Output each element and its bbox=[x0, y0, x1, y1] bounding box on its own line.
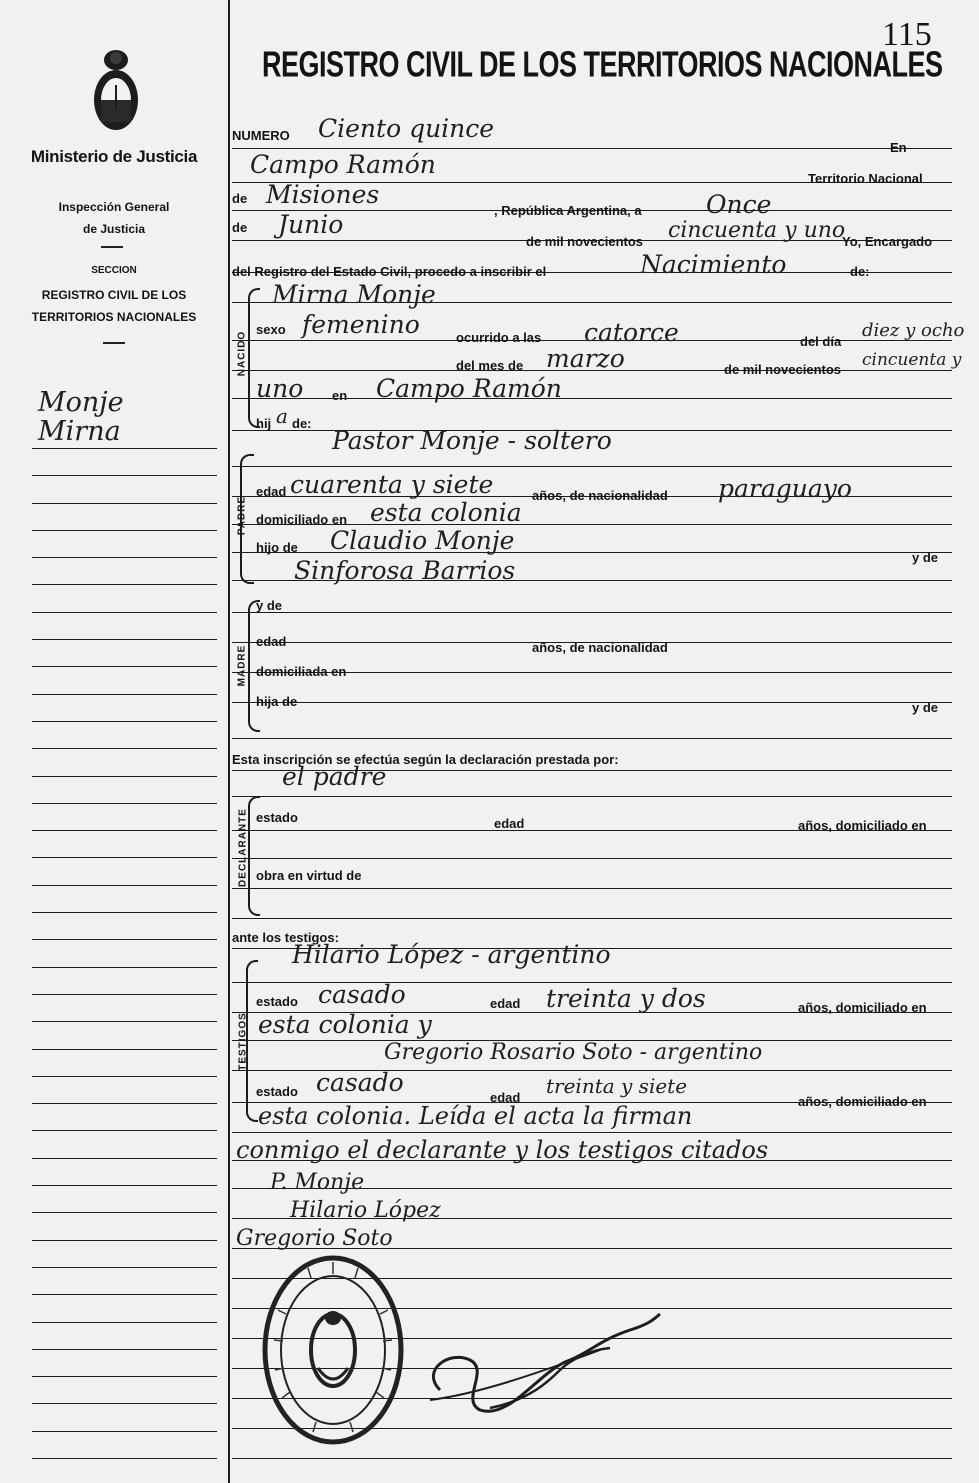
inscripcion-label: Esta inscripción se efectúa según la declaración prestada por: bbox=[232, 752, 619, 767]
inspection-label-1: Inspección General bbox=[58, 200, 170, 214]
coat-of-arms-emblem bbox=[86, 40, 146, 135]
testigos-side-label: TESTIGOS bbox=[237, 1012, 249, 1071]
en-small-label: en bbox=[332, 388, 348, 403]
obra-label: obra en virtud de bbox=[256, 868, 362, 883]
ruled-line bbox=[232, 888, 952, 889]
hija-de-label: hija de bbox=[256, 694, 298, 709]
anos-dom-label: años, domiciliado en bbox=[798, 818, 927, 833]
del-mes-label: del mes de bbox=[456, 358, 524, 373]
divider bbox=[103, 342, 125, 344]
ocurrido-label: ocurrido a las bbox=[456, 330, 542, 345]
sexo-label: sexo bbox=[256, 322, 286, 337]
ruled-line bbox=[232, 148, 952, 149]
edad-small-label: edad bbox=[494, 816, 525, 831]
estado-label-t2: estado bbox=[256, 1084, 298, 1099]
anos-nac-label-madre: años, de nacionalidad bbox=[532, 640, 668, 655]
ruled-line bbox=[32, 776, 217, 777]
anos-dom-label-t1: años, domiciliado en bbox=[798, 1000, 927, 1015]
padre-nacionalidad-value: paraguayo bbox=[718, 474, 852, 503]
territorio-value: Misiones bbox=[266, 180, 380, 209]
del-dia-label: del día bbox=[800, 334, 842, 349]
registry-label-2: TERRITORIOS NACIONALES bbox=[31, 310, 197, 324]
ruled-line bbox=[32, 1458, 217, 1459]
estado-label: estado bbox=[256, 810, 298, 825]
declarante-side-label: DECLARANTE bbox=[237, 808, 249, 887]
ruled-line bbox=[32, 748, 217, 749]
ruled-line bbox=[32, 830, 217, 831]
y-de-label: y de bbox=[912, 550, 939, 565]
ruled-line bbox=[32, 612, 217, 613]
ruled-line bbox=[232, 466, 952, 467]
form-title: REGISTRO CIVIL DE LOS TERRITORIOS NACIONALES bbox=[262, 44, 943, 85]
ruled-line bbox=[32, 530, 217, 531]
official-stamp bbox=[258, 1250, 408, 1450]
ruled-line bbox=[32, 475, 217, 476]
registry-label-1: REGISTRO CIVIL DE LOS bbox=[41, 288, 187, 302]
registrar-signature bbox=[400, 1300, 670, 1430]
de-mil-label: de mil novecientos bbox=[526, 234, 644, 249]
de-colon-label: de: bbox=[850, 264, 870, 279]
ruled-line bbox=[32, 1403, 217, 1404]
ruled-line bbox=[32, 584, 217, 585]
ruled-line bbox=[32, 557, 217, 558]
abuelo-value: Claudio Monje bbox=[330, 526, 515, 555]
edad-label-madre: edad bbox=[256, 634, 287, 649]
signature-padre: P. Monje bbox=[270, 1170, 365, 1195]
ruled-line bbox=[32, 503, 217, 504]
acto-value: Nacimiento bbox=[640, 250, 787, 279]
ruled-line bbox=[32, 1431, 217, 1432]
inspection-label-2: de Justicia bbox=[82, 222, 146, 236]
ruled-line bbox=[32, 448, 217, 449]
nombre-value: Mirna Monje bbox=[272, 280, 436, 309]
padre-value: Pastor Monje - soltero bbox=[332, 426, 612, 455]
y-de-label-madre-2: y de bbox=[912, 700, 939, 715]
sidebar-surname: Monje bbox=[38, 387, 124, 418]
madre-side-label: MADRE bbox=[236, 644, 248, 687]
ruled-line bbox=[32, 1158, 217, 1159]
sidebar-firstname: Mirna bbox=[38, 416, 121, 447]
edad-label-t1: edad bbox=[490, 996, 521, 1011]
testigo1-domicilio-value: esta colonia y bbox=[258, 1010, 432, 1039]
de-colon-label-2: de: bbox=[292, 416, 312, 431]
anio-nac-value: cincuenta y bbox=[862, 350, 962, 370]
testigo1-value: Hilario López - argentino bbox=[292, 940, 611, 969]
republica-label: , República Argentina, a bbox=[494, 203, 642, 218]
ruled-line bbox=[32, 1240, 217, 1241]
numero-label: NUMERO bbox=[232, 128, 290, 143]
anio-nac-value-2: uno bbox=[256, 374, 304, 403]
domiciliada-label: domiciliada en bbox=[256, 664, 347, 679]
anos-dom-label-t2: años, domiciliado en bbox=[798, 1094, 927, 1109]
hora-value: catorce bbox=[584, 318, 679, 347]
ruled-line bbox=[32, 1021, 217, 1022]
ruled-line bbox=[32, 939, 217, 940]
closing-line-2: conmigo el declarante y los testigos citados bbox=[236, 1136, 769, 1164]
closing-line-1: esta colonia. Leída el acta la firman bbox=[258, 1102, 693, 1130]
signature-testigo1: Hilario López bbox=[290, 1198, 441, 1223]
padre-side-label: PADRE bbox=[236, 495, 248, 536]
testigo2-value: Gregorio Rosario Soto - argentino bbox=[384, 1040, 763, 1065]
ruled-line bbox=[232, 918, 952, 919]
ruled-line bbox=[32, 1185, 217, 1186]
testigo1-estado-value: casado bbox=[318, 980, 406, 1009]
de-mil-nov-label: de mil novecientos bbox=[724, 362, 842, 377]
yo-label: Yo, Encargado bbox=[842, 234, 933, 249]
ruled-line bbox=[232, 702, 952, 703]
anio-value: cincuenta y uno bbox=[668, 218, 846, 243]
dia-value: Once bbox=[706, 190, 772, 219]
ruled-line bbox=[32, 639, 217, 640]
ruled-line bbox=[32, 721, 217, 722]
testigo2-estado-value: casado bbox=[316, 1068, 404, 1097]
declarante-value: el padre bbox=[282, 762, 387, 791]
hijo-suffix: a bbox=[276, 404, 288, 428]
ruled-line bbox=[232, 858, 952, 859]
page-number: 115 bbox=[882, 16, 932, 53]
ruled-line bbox=[32, 1294, 217, 1295]
divider bbox=[101, 246, 123, 248]
ruled-line bbox=[32, 885, 217, 886]
ruled-line bbox=[232, 1458, 952, 1459]
anos-nac-label: años, de nacionalidad bbox=[532, 488, 668, 503]
domiciliado-label: domiciliado en bbox=[256, 512, 348, 527]
edad-label-t2: edad bbox=[490, 1090, 521, 1105]
ruled-line bbox=[32, 1267, 217, 1268]
ruled-line bbox=[32, 666, 217, 667]
ruled-line bbox=[32, 1349, 217, 1350]
de-label-2: de bbox=[232, 220, 248, 235]
ruled-line bbox=[32, 1049, 217, 1050]
ruled-line bbox=[232, 738, 952, 739]
ministry-label: Ministerio de Justicia bbox=[30, 147, 198, 166]
section-label: SECCION bbox=[91, 265, 137, 276]
ruled-line bbox=[32, 803, 217, 804]
ruled-line bbox=[32, 1212, 217, 1213]
territorio-label: Territorio Nacional bbox=[808, 171, 923, 186]
nacido-side-label: NACIDO bbox=[236, 330, 248, 377]
ruled-line bbox=[232, 1132, 952, 1133]
testigo1-edad-value: treinta y dos bbox=[546, 984, 706, 1013]
nacido-bracket bbox=[248, 288, 260, 428]
en-label: En bbox=[890, 140, 907, 155]
testigo2-edad-value: treinta y siete bbox=[546, 1074, 688, 1098]
ruled-line bbox=[32, 1130, 217, 1131]
ruled-line bbox=[232, 796, 952, 797]
padre-domicilio-value: esta colonia bbox=[370, 498, 522, 527]
mes-nac-value: marzo bbox=[546, 344, 625, 373]
de-label: de bbox=[232, 191, 248, 206]
signature-testigo2: Gregorio Soto bbox=[236, 1226, 393, 1251]
numero-value: Ciento quince bbox=[318, 114, 495, 143]
edad-label: edad bbox=[256, 484, 287, 499]
ruled-line bbox=[32, 1322, 217, 1323]
ruled-line bbox=[232, 612, 952, 613]
ruled-line bbox=[32, 694, 217, 695]
hijo-label: hij bbox=[256, 416, 272, 431]
ruled-line bbox=[32, 967, 217, 968]
registro-label: del Registro del Estado Civil, procedo a inscribir el bbox=[232, 264, 547, 279]
ruled-line bbox=[32, 1376, 217, 1377]
column-separator bbox=[228, 0, 230, 1483]
ruled-line bbox=[32, 994, 217, 995]
y-de-label-madre: y de bbox=[256, 598, 283, 613]
hijo-de-label: hijo de bbox=[256, 540, 298, 555]
ruled-line bbox=[32, 1076, 217, 1077]
dia-nac-value: diez y ocho bbox=[862, 320, 965, 341]
sexo-value: femenino bbox=[302, 310, 420, 339]
testigos-label: ante los testigos: bbox=[232, 930, 339, 945]
lugar-nac-value: Campo Ramón bbox=[376, 374, 562, 403]
abuela-value: Sinforosa Barrios bbox=[294, 556, 516, 585]
ruled-line bbox=[32, 1103, 217, 1104]
estado-label-t1: estado bbox=[256, 994, 298, 1009]
ruled-line bbox=[32, 857, 217, 858]
ruled-line bbox=[32, 912, 217, 913]
lugar-value: Campo Ramón bbox=[250, 150, 436, 179]
mes-value: Junio bbox=[278, 210, 344, 239]
padre-edad-value: cuarenta y siete bbox=[290, 470, 494, 499]
